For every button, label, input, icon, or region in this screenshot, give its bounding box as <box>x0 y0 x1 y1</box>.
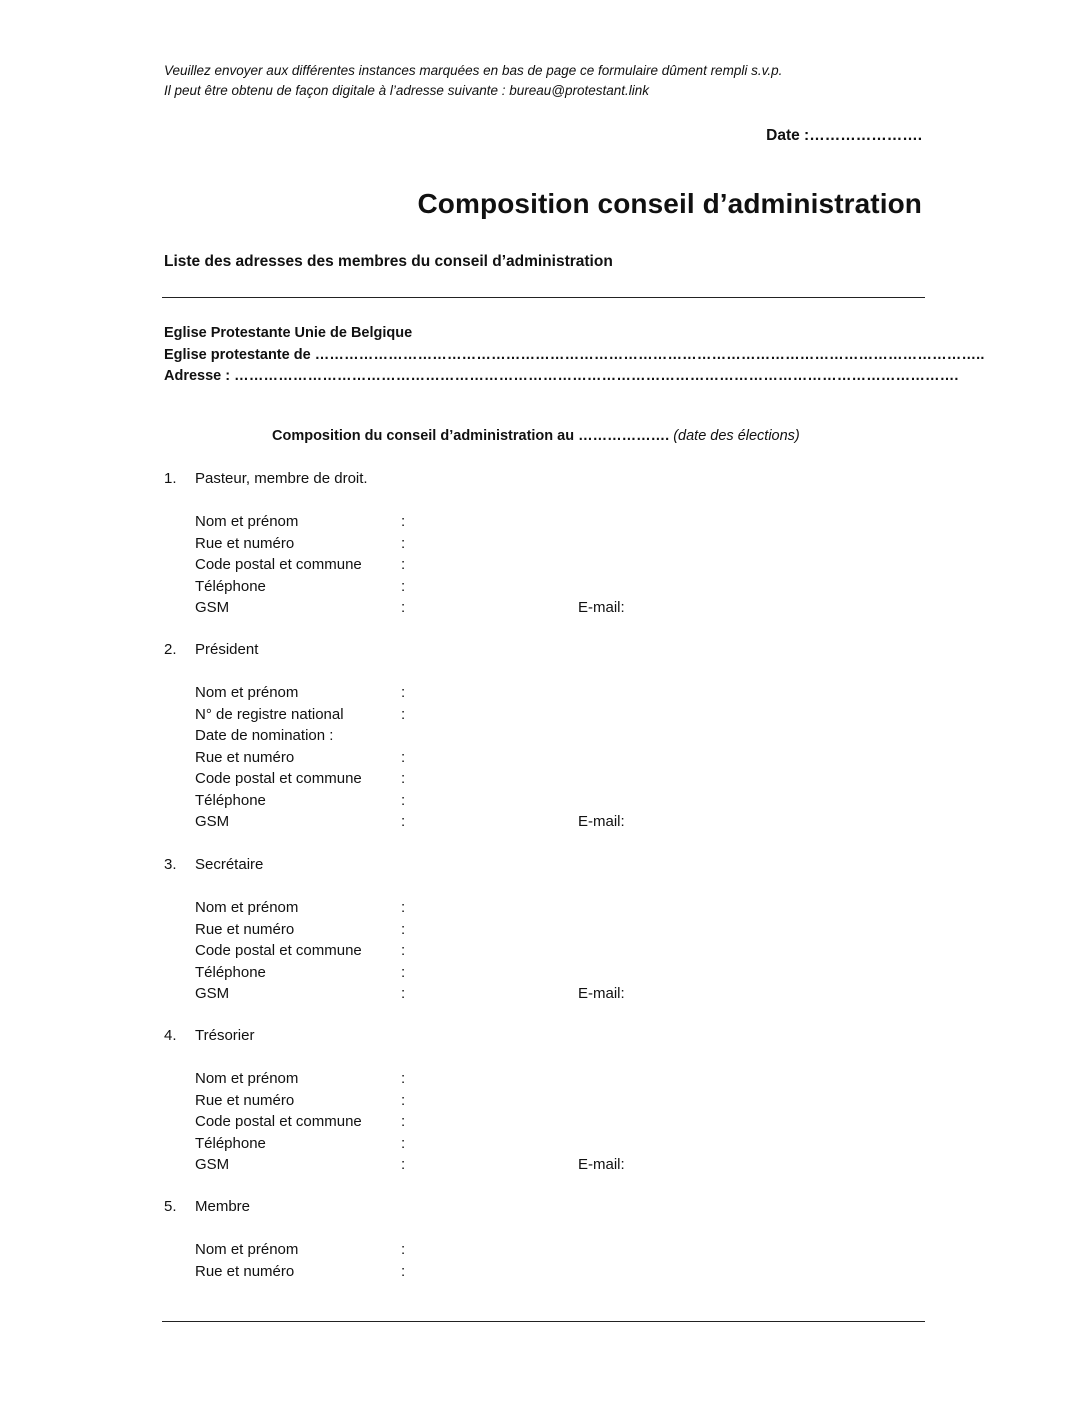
field-label: Rue et numéro <box>195 1262 295 1280</box>
composition-heading <box>272 428 800 444</box>
section-number: 1. <box>164 470 177 487</box>
email-label: E-mail: <box>578 813 625 830</box>
field-colon: : <box>401 985 406 1002</box>
field-label: Rue et numéro <box>195 920 295 938</box>
field-colon: : <box>401 963 406 981</box>
field-colon: : <box>401 1156 406 1173</box>
section-number: 2. <box>164 641 177 658</box>
field-colon: : <box>401 1070 406 1087</box>
composition-note: (date des élections) <box>673 428 800 444</box>
section-number: 4. <box>164 1027 177 1044</box>
email-label: E-mail: <box>578 985 625 1002</box>
bottom-divider <box>162 1321 925 1322</box>
date-field: Date :…………………. <box>766 127 922 144</box>
field-colon: : <box>401 1113 406 1130</box>
field-label: Téléphone <box>195 963 266 981</box>
field-label: Nom et prénom <box>195 1241 299 1258</box>
church-address-label: Adresse : <box>164 368 235 384</box>
field-label: Téléphone <box>195 791 266 809</box>
field-colon: : <box>401 513 406 530</box>
field-label: Code postal et commune <box>195 942 362 959</box>
field-colon: : <box>401 1134 406 1152</box>
field-colon: : <box>401 791 406 809</box>
field-label: GSM <box>195 599 230 616</box>
section-title: Trésorier <box>195 1027 255 1044</box>
section-title: Président <box>195 641 259 658</box>
section-number: 5. <box>164 1198 177 1215</box>
field-label: Rue et numéro <box>195 1091 295 1109</box>
field-label: N° de registre national <box>195 705 344 723</box>
field-colon: : <box>401 556 406 573</box>
field-colon: : <box>401 577 406 595</box>
field-label: Nom et prénom <box>195 684 299 701</box>
field-colon: : <box>401 599 406 616</box>
page-title: Composition conseil d’administration <box>417 188 922 219</box>
field-label: Code postal et commune <box>195 556 362 573</box>
top-divider <box>162 297 925 298</box>
section-title: Pasteur, membre de droit. <box>195 470 368 487</box>
field-label: Téléphone <box>195 1134 266 1152</box>
field-label: Code postal et commune <box>195 770 362 787</box>
field-label: Date de nomination : <box>195 727 334 744</box>
intro-line-1: Veuillez envoyer aux différentes instances marquées en bas de page ce formulaire dûment rempli s.v.p. <box>164 63 783 78</box>
field-colon: : <box>401 1262 406 1280</box>
church-local-dots: ……………………………………………………………………………………………………………………….. <box>314 346 985 363</box>
church-address-dots: …………………………………………………………………………………………………………………………………. <box>234 368 959 384</box>
field-label: Rue et numéro <box>195 748 295 766</box>
field-colon: : <box>401 748 406 766</box>
church-local-line <box>164 345 985 367</box>
field-label: Nom et prénom <box>195 899 299 916</box>
field-colon: : <box>401 920 406 938</box>
field-label: GSM <box>195 813 230 830</box>
field-colon: : <box>401 942 406 959</box>
field-colon: : <box>401 684 406 701</box>
composition-label: Composition du conseil d’administration au ………………. <box>272 428 670 444</box>
church-local-label: Eglise protestante de <box>164 346 315 363</box>
email-label: E-mail: <box>578 1156 625 1173</box>
intro-line-2: Il peut être obtenu de façon digitale à l’adresse suivante : bureau@protestant.link <box>164 83 650 98</box>
page-subtitle: Liste des adresses des membres du conseil d’administration <box>164 253 613 270</box>
field-label: Code postal et commune <box>195 1113 362 1130</box>
field-label: GSM <box>195 985 230 1002</box>
section-title: Secrétaire <box>195 856 264 873</box>
field-colon: : <box>401 534 406 552</box>
section-title: Membre <box>195 1198 251 1215</box>
field-colon: : <box>401 899 406 916</box>
field-colon: : <box>401 813 406 830</box>
field-colon: : <box>401 1091 406 1109</box>
field-colon: : <box>401 770 406 787</box>
church-name: Eglise Protestante Unie de Belgique <box>164 325 413 341</box>
field-label: Nom et prénom <box>195 513 299 530</box>
church-block <box>164 323 985 388</box>
section-number: 3. <box>164 856 177 873</box>
field-label: Rue et numéro <box>195 534 295 552</box>
field-colon: : <box>401 705 406 723</box>
church-address-line <box>164 366 985 388</box>
field-label: Nom et prénom <box>195 1070 299 1087</box>
field-label: Téléphone <box>195 577 266 595</box>
intro-text <box>164 61 782 101</box>
field-colon: : <box>401 1241 406 1258</box>
field-label: GSM <box>195 1156 230 1173</box>
email-label: E-mail: <box>578 599 625 616</box>
